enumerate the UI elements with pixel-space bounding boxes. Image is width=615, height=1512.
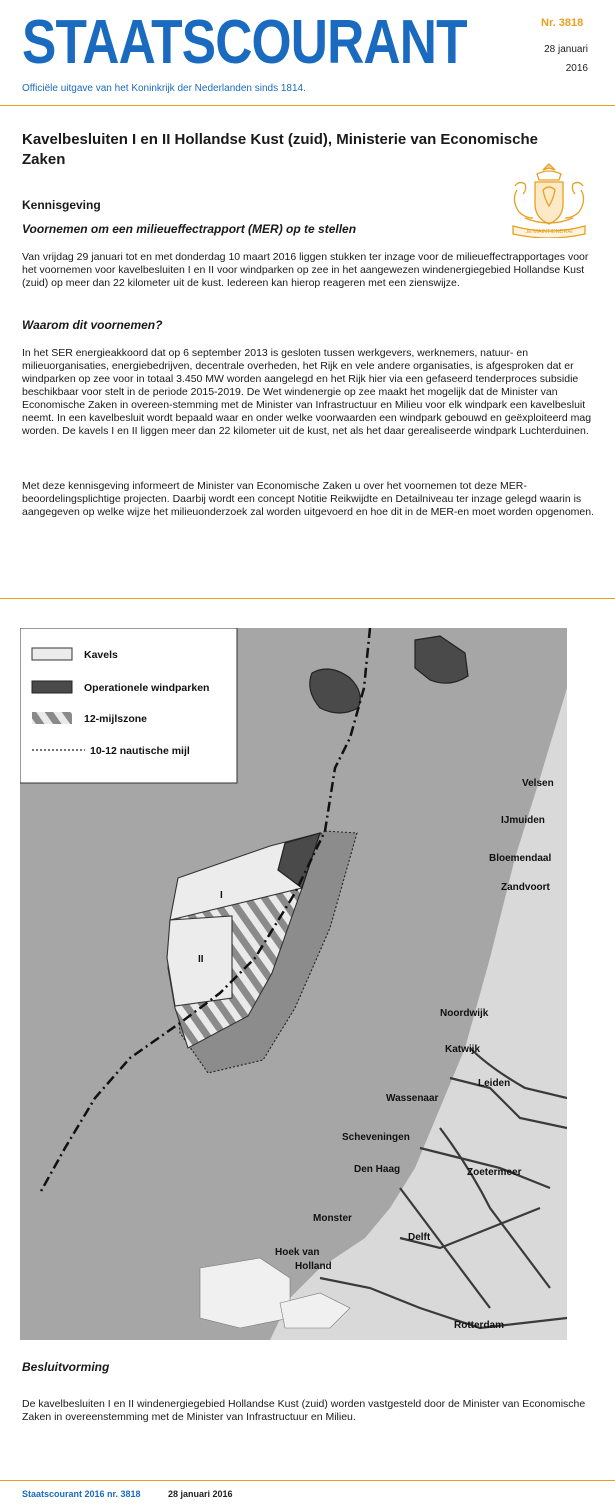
section-heading-intent: Voornemen om een milieueffectrapport (MER) op te stellen	[22, 222, 357, 236]
place-label-hoek-van-holland-line-2: Holland	[295, 1261, 332, 1272]
legend-swatch-windparks	[32, 681, 72, 693]
place-label-leiden: Leiden	[478, 1078, 511, 1089]
place-label-zoetermeer: Zoetermeer	[467, 1167, 522, 1178]
place-label-den-haag: Den Haag	[354, 1164, 401, 1175]
location-map	[20, 628, 567, 1340]
place-label-bloemendaal: Bloemendaal	[489, 853, 552, 864]
place-label-wassenaar: Wassenaar	[386, 1093, 439, 1104]
place-label-rotterdam: Rotterdam	[454, 1320, 505, 1331]
issue-number: Nr. 3818	[541, 17, 584, 29]
issue-year: 2016	[565, 63, 588, 74]
place-label-ijmuiden: IJmuiden	[501, 815, 545, 826]
section-heading-why: Waarom dit voornemen?	[22, 318, 163, 332]
document-title: Kavelbesluiten I en II Hollandse Kust (zuid), Ministerie van Economische Zaken	[22, 131, 538, 168]
section-heading-decision: Besluitvorming	[22, 1360, 110, 1374]
footer-date: 28 januari 2016	[168, 1489, 233, 1499]
paragraph-background: In het SER energieakkoord dat op 6 september 2013 is gesloten tussen werkgevers, werknemers, natuur- en milieuorganisaties, energiebedrijven, decentrale overheden, het Rijk en vele andere organisaties, is afgesproken dat er windparken op zee voor in totaal 3.450 MW worden aangelegd en het Rijk hier via een gefaseerd tenderproces subsidie beschikbaar voor stelt in de periode 2015-2019. De Wet windenergie op zee maakt het mogelijk dat de Minister van Economische Zaken in overeen-stemming met de Minister van Infrastructuur en Milieu voor elk windpark een kavelbesluit neemt. In een kavelbesluit wordt bepaald waar en onder welke voorwaarden een windpark gebouwd en geëxploiteerd mag worden. De kavels I en II liggen meer dan 22 kilometer uit de kust, net als het daar gerealiseerde windpark Luchterduinen.	[22, 347, 592, 437]
footer-divider	[0, 1480, 615, 1481]
place-label-hoek-van-holland-line-1: Hoek van	[275, 1247, 320, 1258]
crest-motto: JE MAINTIENDRAI	[525, 229, 573, 235]
royal-crest-icon	[507, 160, 591, 238]
legend-label-kavels: Kavels	[84, 649, 118, 661]
place-label-scheveningen: Scheveningen	[342, 1132, 410, 1143]
place-label-noordwijk: Noordwijk	[440, 1008, 489, 1019]
legend-label-12-mile: 12-mijlszone	[84, 713, 148, 725]
place-label-delft: Delft	[408, 1232, 431, 1243]
place-label-zandvoort: Zandvoort	[501, 882, 550, 893]
footer-reference: Staatscourant 2016 nr. 3818	[22, 1489, 141, 1499]
notice-label: Kennisgeving	[22, 198, 101, 212]
paragraph-inspection: Van vrijdag 29 januari tot en met donderdag 10 maart 2016 liggen stukken ter inzage voor de milieueffectrapportages voor het voornemen voor kavelbesluiten I en II voor windparken op zee in het aangewezen windenergiegebied Hollandse Kust (zuid) op meer dan 22 kilometer uit de kust. Iedereen kan hierop reageren met een zienswijze.	[22, 251, 589, 289]
paragraph-notice: Met deze kennisgeving informeert de Minister van Economische Zaken u over het voornemen tot deze MER-beoordelingsplichtige projecten. Daarbij wordt een concept Notitie Reikwijdte en Detailniveau ter inzage gelegd waarin is aangegeven op welke wijze het milieuonderzoek zal worden uitgevoerd en hoe dit in de MER-en moet worden opgenomen.	[22, 480, 595, 518]
issue-date: 28 januari	[544, 44, 588, 55]
paragraph-decision: De kavelbesluiten I en II windenergiegebied Hollandse Kust (zuid) worden vastgesteld door de Minister van Economische Zaken in overeenstemming met de Minister van Infrastructuur en Milieu.	[22, 1398, 586, 1423]
legend-label-nautical: 10-12 nautische mijl	[90, 745, 190, 757]
legend-label-windparks: Operationele windparken	[84, 682, 210, 694]
header-divider	[0, 105, 615, 106]
place-label-monster: Monster	[313, 1213, 352, 1224]
masthead-subtitle: Officiële uitgave van het Koninkrijk der Nederlanden sinds 1814.	[22, 83, 306, 94]
section-divider	[0, 598, 615, 599]
legend-swatch-12-mile	[32, 712, 72, 724]
plot-label-1: I	[220, 890, 223, 901]
place-label-katwijk: Katwijk	[445, 1044, 481, 1055]
masthead-title: STAATSCOURANT	[22, 8, 467, 77]
plot-label-2: II	[198, 954, 204, 965]
place-label-velsen: Velsen	[522, 778, 554, 789]
legend-swatch-kavels	[32, 648, 72, 660]
